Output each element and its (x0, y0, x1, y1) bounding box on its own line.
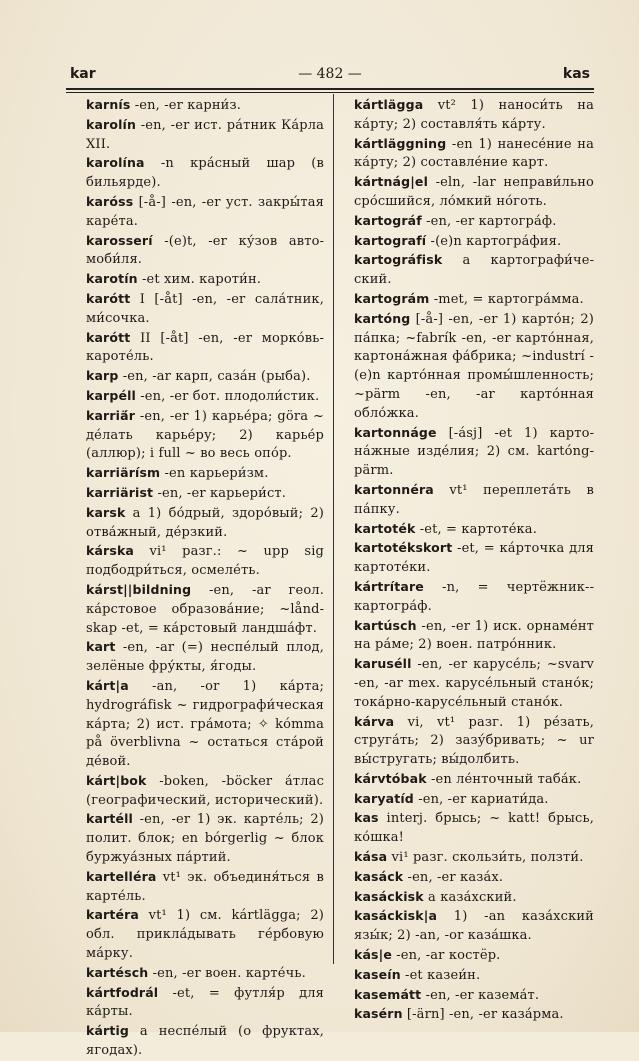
entry-definition: vi¹ разг.: ~ upp sig подбодри́ться, осмеле́ть. (86, 544, 324, 579)
dictionary-entry (354, 809, 594, 848)
entry-definition: 1) -an каза́хский язы́к; 2) -an, -or каза́шка. (354, 909, 594, 944)
entry-headword: kas (354, 810, 379, 826)
entry-definition: -an, -or 1) ка́рта; hydrográfisk ~ гидрографи́ческая ка́рта; 2) ист. гра́мота; ✧ kómma på överblivna ~ остаться ста́рой де́вой. (86, 678, 324, 770)
dictionary-entry (86, 906, 324, 963)
entry-definition: -en, -ar костёр. (391, 948, 501, 964)
dictionary-entry (354, 617, 594, 656)
entry-definition: -en, -er воен. карте́чь. (148, 965, 306, 981)
entry-headword: karp (86, 368, 119, 384)
entry-definition: -en, -er кариати́да. (413, 791, 549, 807)
entry-definition: vi¹ разг. скользи́ть, ползти́. (387, 850, 584, 866)
entry-headword: kártläggning (354, 135, 447, 151)
dictionary-entry (86, 270, 324, 290)
entry-headword: karolín (86, 116, 137, 132)
page-number: — 482 — (298, 66, 362, 82)
entry-headword: kaseín (354, 966, 401, 982)
entry-headword: kasáck (354, 868, 404, 884)
entry-headword: kárvtóbak (354, 770, 427, 786)
entry-headword: karosserí (86, 232, 153, 248)
dictionary-entry (354, 232, 594, 252)
entry-definition: -et, = картоте́ка. (415, 521, 537, 537)
dictionary-entry (86, 504, 324, 543)
dictionary-entry (354, 424, 594, 481)
dictionary-entry (86, 464, 324, 484)
page-header (66, 64, 594, 86)
dictionary-entry (86, 367, 324, 387)
entry-headword: kártrítare (354, 578, 424, 594)
entry-definition: -et хим. кароти́н. (137, 272, 262, 288)
dictionary-entry (354, 790, 594, 810)
dictionary-entry (86, 96, 324, 116)
entry-definition: -en, -er карни́з. (130, 98, 242, 113)
entry-definition: -(e)n картогра́фия. (426, 233, 562, 249)
entry-headword: kártig (86, 1023, 130, 1039)
dictionary-entry (86, 581, 324, 638)
entry-definition: I [-åt] -en, -er сала́тник, ми́сочка. (86, 291, 324, 326)
dictionary-entry (354, 135, 594, 174)
entry-definition: -n, = чертёжник-картогра́ф. (354, 579, 594, 614)
entry-headword: kartóng (354, 310, 411, 326)
entry-definition: -en, -er каза́х. (403, 869, 504, 885)
entry-headword: karótt (86, 329, 131, 345)
dictionary-entry (354, 520, 594, 540)
dictionary-entry (86, 868, 324, 907)
entry-headword: kartéra (86, 907, 140, 923)
dictionary-entry (354, 578, 594, 617)
entry-headword: kasérn (354, 1006, 403, 1022)
entry-headword: kartéll (86, 811, 133, 827)
entry-headword: kasáckisk (354, 888, 424, 904)
entry-headword: kasemátt (354, 986, 422, 1002)
entry-definition: -en, -er карьери́ст. (153, 485, 287, 501)
entry-headword: kartográm (354, 290, 430, 306)
entry-definition: -en карьери́зм. (160, 466, 269, 482)
entry-headword: kasáckisk|a (354, 908, 438, 924)
dictionary-entry (86, 810, 324, 867)
entry-definition: -et, = футля́р для ка́рты. (86, 985, 324, 1020)
dictionary-entry (354, 868, 594, 888)
entry-headword: kartonnáge (354, 424, 437, 440)
dictionary-entry (354, 986, 594, 1006)
entry-definition: a неспе́лый (о фруктах, ягодах). (86, 1024, 324, 1059)
entry-headword: kás|e (354, 947, 392, 963)
dictionary-entry (86, 772, 324, 811)
dictionary-entry (86, 193, 324, 232)
dictionary-entry (86, 154, 324, 193)
dictionary-entry (354, 96, 594, 135)
entry-definition: -et казеи́н. (400, 967, 481, 983)
dictionary-entry (354, 770, 594, 790)
entry-definition: -en, -er казема́т. (421, 987, 540, 1003)
header-first-word: kar (70, 66, 96, 82)
entry-definition: -en, -er 1) эк. карте́ль; 2) полит. блок; en bórgerlig ~ блок буржуа́зных па́ртий. (86, 812, 324, 866)
entry-headword: kárt|bok (86, 772, 147, 788)
dictionary-entry (354, 310, 594, 424)
entry-definition: -en, -er ист. ра́тник Ка́рла XII. (86, 117, 324, 152)
entry-headword: karolína (86, 155, 145, 171)
dictionary-entry (86, 387, 324, 407)
entry-definition: vt¹ эк. объединя́ться в карте́ль. (86, 869, 324, 904)
entry-headword: kárt|a (86, 677, 129, 693)
entry-definition: -en, -ar геол. ка́рстовое образова́ние; ~låndskap -et, = ка́рстовый ландша́фт. (86, 582, 324, 636)
entry-headword: karotín (86, 271, 138, 287)
entry-definition: vi, vt¹ разг. 1) ре́зать, струга́ть; 2) зазу́бривать; ~ ur вы́стругать; вы́долбить. (354, 714, 594, 768)
entry-definition: [-ásj] -et 1) картона́жные изде́лия; 2) см. kartóngpärm. (354, 425, 594, 479)
dictionary-entry (354, 173, 594, 212)
entry-definition: -boken, -böcker а́тлас (географический, исторический). (86, 773, 324, 808)
entry-definition: -en, -er карусе́ль; ~svarv -en, -ar mex. карусе́льный стано́к; тока́рно-карусе́льный стано́к. (354, 657, 594, 710)
dictionary-entry (86, 984, 324, 1023)
dictionary-entry (354, 655, 594, 712)
entry-definition: vt¹ 1) см. kártlägga; 2) обл. приклáдывать ге́рбовую ма́рку. (86, 908, 324, 962)
entry-definition: -en ле́нточный таба́к. (426, 771, 582, 787)
entry-headword: kárska (86, 543, 135, 559)
entry-headword: karnís (86, 97, 131, 112)
dictionary-entry (86, 290, 324, 329)
column-separator (333, 94, 334, 964)
entry-headword: kása (354, 849, 388, 865)
dictionary-entry (354, 1005, 594, 1025)
entry-definition: -(e)t, -er ку́зов автомоби́ля. (86, 233, 324, 268)
entry-definition: -en, -er картогра́ф. (421, 213, 557, 229)
dictionary-entry (86, 964, 324, 984)
dictionary-entry (354, 481, 594, 520)
header-rule (66, 88, 594, 90)
dictionary-entry (86, 116, 324, 155)
dictionary-entry (86, 407, 324, 464)
entry-definition: -eln, -lar неправи́льно сро́сшийся, ло́мкий но́готь. (354, 175, 594, 209)
entry-definition: -en, -er 1) карье́ра; göra ~ де́лать карье́ру; 2) карье́р (аллюр); i full ~ во весь опо́р. (86, 408, 324, 462)
entry-headword: karsk (86, 504, 126, 520)
entry-definition: -en, -er бот. плодоли́стик. (135, 388, 320, 404)
entry-headword: karóss (86, 193, 134, 209)
left-column (86, 96, 324, 1061)
entry-headword: kartelléra (86, 868, 157, 884)
dictionary-entry (354, 212, 594, 232)
entry-headword: kartografí (354, 232, 427, 248)
entry-definition: -en 1) нанесе́ние на ка́рту; 2) составле́ние карт. (354, 136, 594, 171)
entry-definition: -en, -ar (=) неспе́лый плод, зелёные фру́кты, я́годы. (86, 640, 324, 675)
entry-headword: kartoték (354, 520, 416, 536)
entry-headword: karriä́r (86, 407, 136, 423)
entry-definition: a 1) бо́дрый, здоро́вый; 2) отва́жный, де́рзкий. (86, 505, 324, 540)
entry-definition: a каза́хский. (423, 889, 517, 905)
entry-headword: kárst||bildning (86, 581, 192, 597)
entry-definition: -en, -er 1) иск. орнаме́нт на ра́ме; 2) воен. патро́нник. (354, 618, 594, 653)
dictionary-entry (86, 638, 324, 677)
entry-definition: [-ärn] -en, -er каза́рма. (402, 1007, 564, 1023)
entry-headword: kárva (354, 713, 395, 729)
dictionary-entry (86, 677, 324, 772)
entry-headword: karriärist (86, 484, 154, 500)
entry-headword: karuséll (354, 656, 412, 672)
entry-headword: kartotékskort (354, 540, 453, 556)
dictionary-entry (354, 290, 594, 310)
entry-definition: II [-åt] -en, -er морко́вь-кароте́ль. (86, 330, 324, 365)
entry-headword: kartográfisk (354, 252, 443, 268)
entry-headword: kártlägga (354, 97, 424, 112)
entry-definition: -et, = ка́рточка для картоте́ки. (354, 541, 594, 576)
dictionary-entry (354, 848, 594, 868)
entry-definition: vt¹ переплета́ть в па́пку. (354, 482, 594, 517)
entry-headword: karyatíd (354, 790, 414, 806)
dictionary-entry (354, 251, 594, 290)
dictionary-entry (354, 888, 594, 908)
entry-definition: -en, -ar карп, саза́н (рыба). (118, 369, 311, 385)
entry-headword: kártfodrál (86, 984, 159, 1000)
entry-headword: kartográf (354, 212, 422, 228)
entry-headword: karpéll (86, 387, 136, 403)
entry-definition: a картографи́ческий. (354, 253, 594, 288)
entry-headword: kartúsch (354, 617, 417, 633)
dictionary-entry (354, 946, 594, 966)
header-last-word: kas (562, 66, 590, 82)
entry-definition: vt² 1) наноси́ть на ка́рту; 2) составля́ть ка́рту. (354, 98, 594, 132)
dictionary-entry (86, 329, 324, 368)
dictionary-entry (86, 232, 324, 271)
dictionary-entry (354, 907, 594, 946)
dictionary-entry (86, 542, 324, 581)
dictionary-entry (86, 1022, 324, 1061)
entry-headword: kártnág|el (354, 174, 428, 190)
dictionary-entry (354, 966, 594, 986)
entry-definition: interj. брысь; ~ katt! брысь, ко́шка! (354, 811, 594, 846)
entry-headword: karriärísm (86, 465, 161, 481)
entry-definition: [-å-] -en, -er уст. закры́тая каре́та. (86, 194, 324, 229)
dictionary-entry (86, 484, 324, 504)
header-rule-thin (66, 92, 594, 93)
dictionary-entry (354, 539, 594, 578)
dictionary-entry (354, 713, 594, 770)
entry-headword: kartonnéra (354, 481, 434, 497)
entry-headword: karótt (86, 290, 131, 306)
entry-definition: [-å-] -en, -er 1) карто́н; 2) па́пка; ~fabrík -en, -er карто́нная, картона́жная фа́брика; ~industrí -(e)n карто́нная промы́шленность; ~pärm -en, -ar карто́нная обло́жка. (354, 311, 594, 421)
entry-definition: -n кра́сный шар (в бильярде). (86, 156, 324, 191)
entry-headword: kart (86, 639, 116, 655)
entry-headword: kartésch (86, 964, 149, 980)
right-column (354, 96, 594, 1025)
entry-definition: -met, = картогра́мма. (429, 291, 584, 307)
